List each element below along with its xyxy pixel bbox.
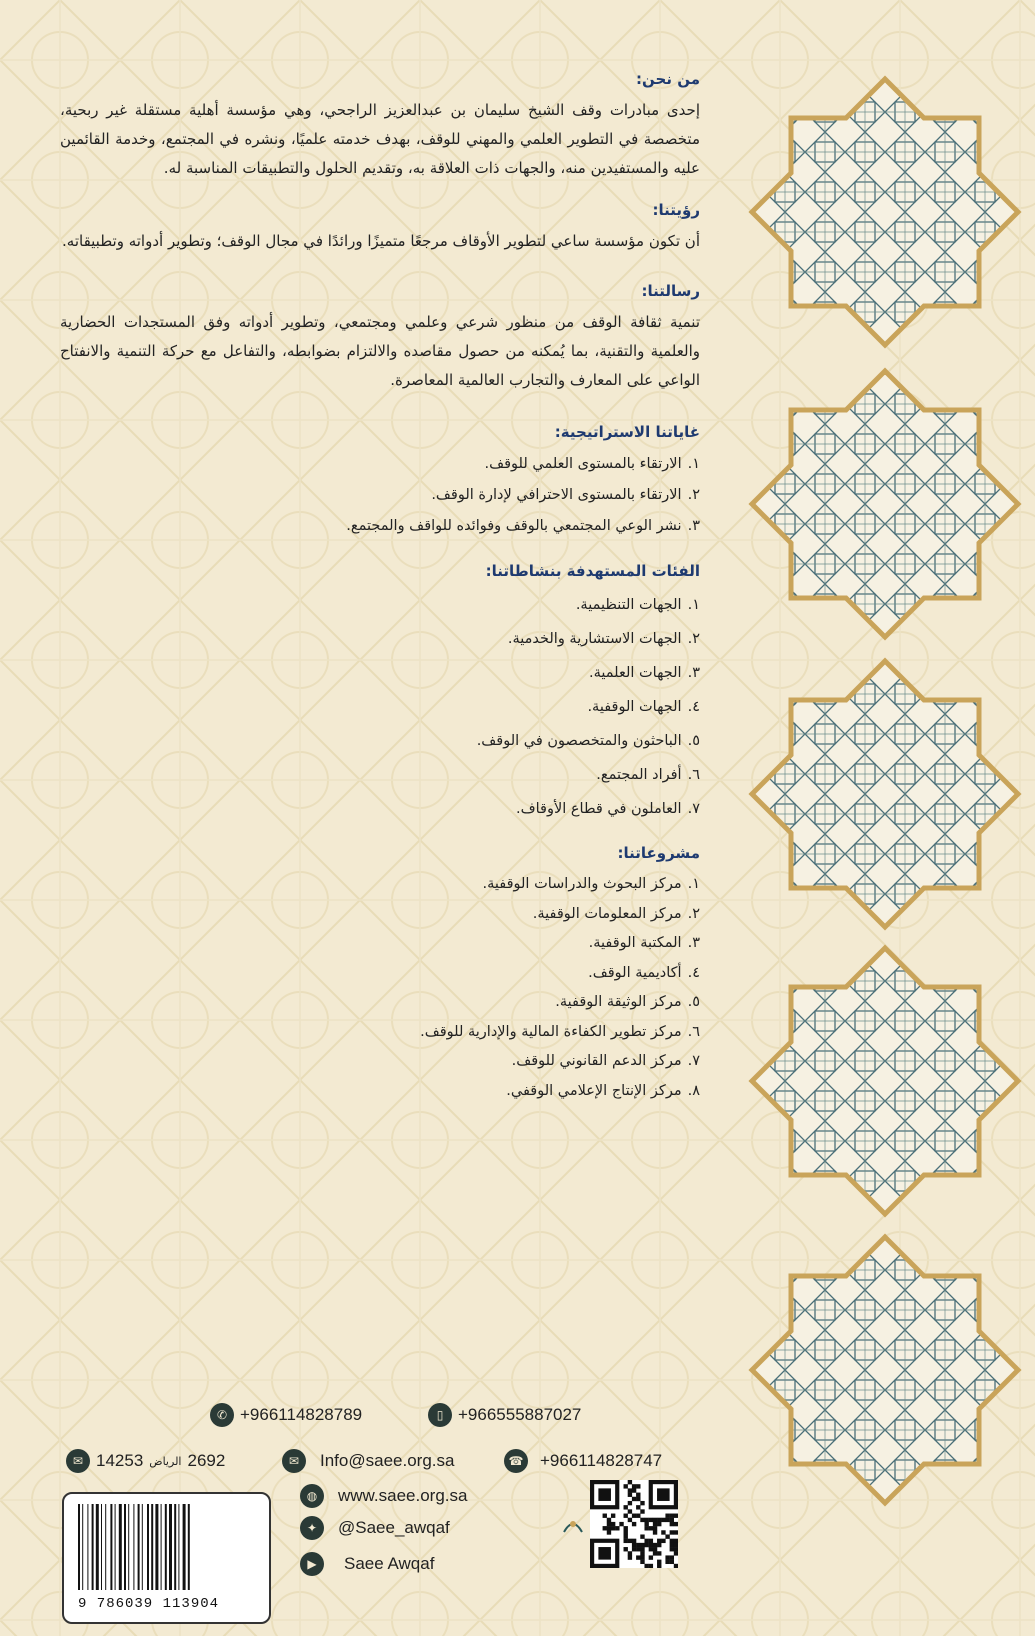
mobile-contact[interactable]: [428, 1403, 581, 1427]
pobox-contact: [66, 1449, 225, 1473]
twitter-icon: ✦: [300, 1516, 324, 1540]
mobile-icon: ▯: [428, 1403, 452, 1427]
fax-icon: ☎: [504, 1449, 528, 1473]
vision-heading: رؤيتنا:: [652, 201, 700, 219]
about-section: [60, 70, 700, 183]
mission-section: [60, 282, 700, 395]
fax-number: +966114828747: [540, 1451, 663, 1470]
goals-list: [60, 449, 700, 542]
targets-section: [60, 562, 700, 826]
vision-text: أن تكون مؤسسة ساعي لتطوير الأوقاف مرجعًا متميزًا ورائدًا في مجال الوقف؛ وتطوير أدواته وتطبيقاته.: [62, 232, 700, 250]
logo-icon: [560, 1512, 586, 1538]
email-contact[interactable]: [282, 1449, 454, 1473]
list-item: ١.الجهات التنظيمية.: [575, 597, 700, 613]
youtube-icon: ▶: [300, 1552, 324, 1576]
vision-section: [60, 201, 700, 256]
phone-contact[interactable]: [210, 1403, 362, 1427]
list-item: ٣.الجهات العلمية.: [589, 665, 700, 681]
phone-icon: ✆: [210, 1403, 234, 1427]
pobox-city: الرياض: [149, 1454, 182, 1468]
mobile-number: +966555887027: [458, 1405, 582, 1424]
targets-list: [60, 588, 700, 826]
website-url: www.saee.org.sa: [338, 1486, 468, 1505]
fax-contact[interactable]: [504, 1449, 662, 1473]
list-item: ٥.الباحثون والمتخصصون في الوقف.: [476, 733, 700, 749]
pobox-number: 2692: [187, 1451, 226, 1470]
twitter-handle: @Saee_awqaf: [338, 1518, 450, 1537]
email-icon: ✉: [282, 1449, 306, 1473]
list-item: ٢.مركز المعلومات الوقفية.: [532, 905, 700, 922]
globe-icon: ◍: [300, 1484, 324, 1508]
isbn-number: 9 786039 113904: [78, 1596, 220, 1612]
youtube-link[interactable]: [300, 1552, 434, 1576]
star-column: [752, 79, 1018, 1503]
list-item: ١.الارتقاء بالمستوى العلمي للوقف.: [484, 456, 700, 472]
list-item: ٣.نشر الوعي المجتمعي بالوقف وفوائده للواقف والمجتمع.: [346, 518, 700, 534]
list-item: ٧.العاملون في قطاع الأوقاف.: [515, 801, 700, 817]
twitter-link[interactable]: [300, 1516, 450, 1540]
list-item: ٤.الجهات الوقفية.: [587, 699, 700, 715]
email-address: Info@saee.org.sa: [320, 1451, 455, 1470]
projects-section: [60, 844, 700, 1106]
about-heading: من نحن:: [636, 70, 700, 88]
pobox-code: 14253: [96, 1451, 144, 1470]
mission-text: تنمية ثقافة الوقف من منظور شرعي وعلمي ومجتمعي، وتطوير أدواته وفق المستجدات الحضارية والعلمية والتقنية، بما يُمكنه من حصول مقاصده والالتزام بضوابطه، والتفاعل مع حركة التنمية والانفتاح الواعي على المعارف والتجارب العالمية المعاصرة.: [60, 313, 700, 389]
list-item: ١.مركز البحوث والدراسات الوقفية.: [482, 876, 700, 892]
mailbox-icon: ✉: [66, 1449, 90, 1473]
list-item: ٦.مركز تطوير الكفاءة المالية والإدارية للوقف.: [420, 1023, 700, 1040]
mission-heading: رسالتنا:: [641, 282, 700, 300]
text-content: [60, 70, 700, 1124]
list-item: ٦.أفراد المجتمع.: [596, 767, 700, 783]
list-item: ٢.الارتقاء بالمستوى الاحترافي لإدارة الوقف.: [431, 487, 700, 503]
list-item: ٣.المكتبة الوقفية.: [588, 935, 700, 951]
phone-number: +966114828789: [240, 1405, 363, 1424]
list-item: ٧.مركز الدعم القانوني للوقف.: [511, 1053, 700, 1069]
about-text: إحدى مبادرات وقف الشيخ سليمان بن عبدالعزيز الراجحي، وهي مؤسسة أهلية مستقلة غير ربحية، متخصصة في التطوير العلمي والمهني للوقف، بهدف خدمته علميًا، ونشره في المجتمع، وخدمة القائمين عليه والمستفيدين منه، والجهات ذات العلاقة به، وتقديم الحلول والتطبيقات المناسبة له.: [60, 101, 700, 177]
website-link[interactable]: [300, 1484, 467, 1508]
targets-heading: الفئات المستهدفة بنشاطاتنا:: [485, 562, 700, 580]
list-item: ٢.الجهات الاستشارية والخدمية.: [507, 631, 700, 647]
list-item: ٤.أكاديمية الوقف.: [588, 964, 700, 981]
projects-heading: مشروعاتنا:: [617, 844, 700, 862]
projects-list: [60, 870, 700, 1106]
qr-code[interactable]: [590, 1480, 678, 1568]
goals-heading: غاياتنا الاستراتيجية:: [554, 423, 700, 441]
list-item: ٥.مركز الوثيقة الوقفية.: [555, 994, 700, 1010]
youtube-channel: Saee Awqaf: [344, 1554, 435, 1573]
list-item: ٨.مركز الإنتاج الإعلامي الوقفي.: [506, 1082, 700, 1099]
goals-section: [60, 423, 700, 542]
barcode-bars: [76, 1504, 256, 1592]
isbn-barcode: [62, 1492, 271, 1624]
